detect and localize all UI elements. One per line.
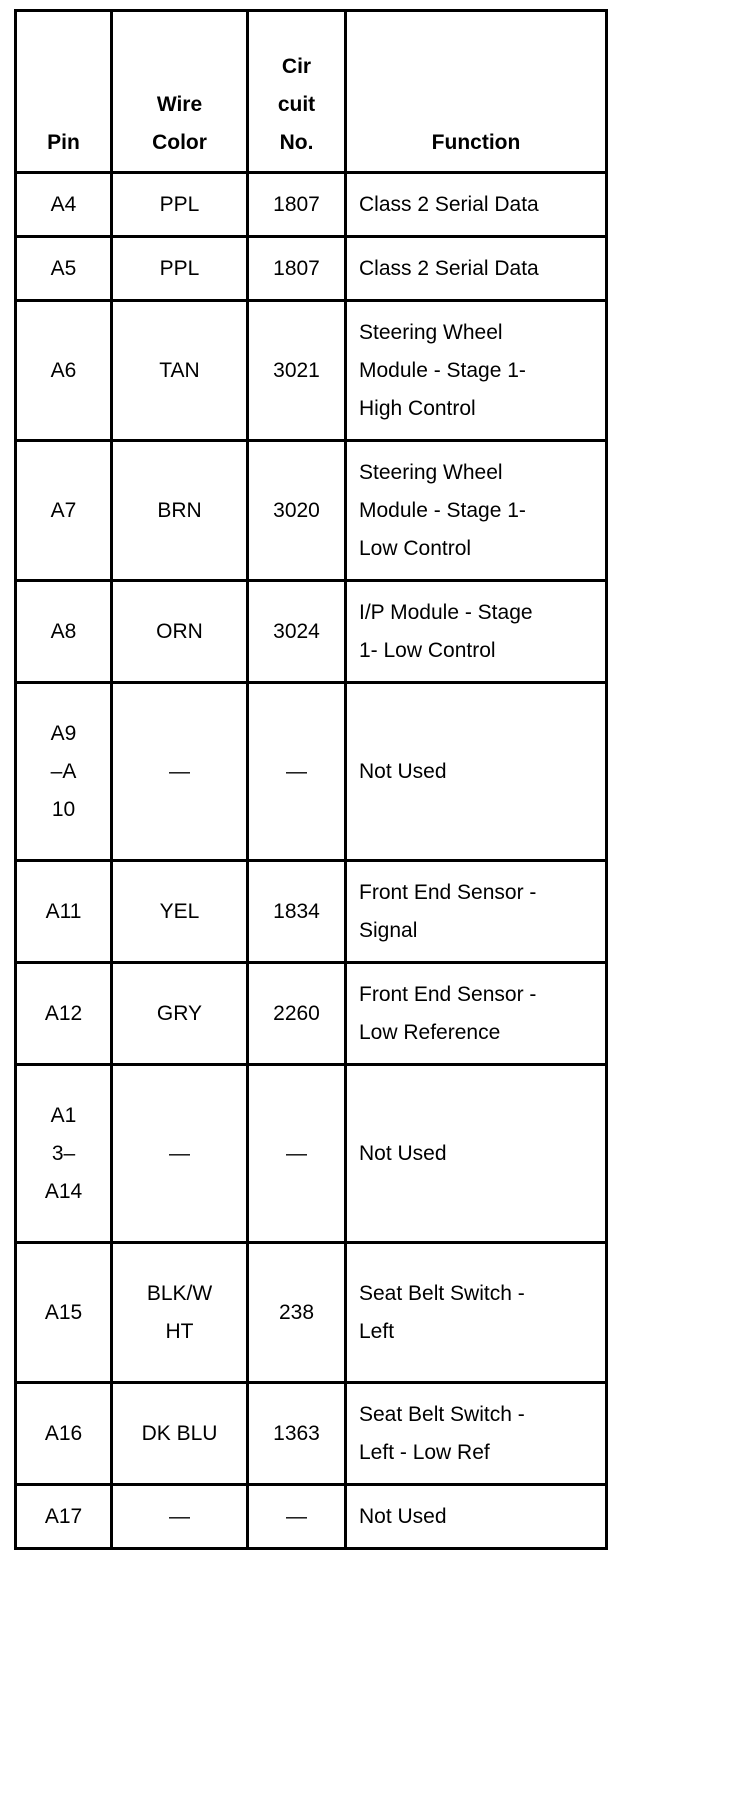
cell-circuit-no: — [248,1065,346,1243]
cell-circuit-no: 1834 [248,861,346,963]
table-row [16,1485,607,1549]
cell-pin: A9 –A 10 [16,683,112,861]
cell-wire-color: DK BLU [112,1383,248,1485]
header-pin: Pin [16,11,112,173]
cell-function: Class 2 Serial Data [346,173,607,237]
cell-wire-color: TAN [112,301,248,441]
cell-function: Class 2 Serial Data [346,237,607,301]
cell-function: Not Used [346,1485,607,1549]
cell-wire-color: — [112,1065,248,1243]
cell-circuit-no: 1807 [248,237,346,301]
table-row [16,963,607,1065]
cell-circuit-no: 1807 [248,173,346,237]
cell-wire-color: YEL [112,861,248,963]
cell-circuit-no: 2260 [248,963,346,1065]
table-row [16,301,607,441]
cell-circuit-no: — [248,1485,346,1549]
connector-pinout-table [14,9,608,1550]
cell-pin: A4 [16,173,112,237]
table-header-row [16,11,607,173]
cell-circuit-no: 3024 [248,581,346,683]
cell-circuit-no: 238 [248,1243,346,1383]
cell-wire-color: — [112,683,248,861]
cell-circuit-no: 1363 [248,1383,346,1485]
table-row [16,441,607,581]
table-row [16,173,607,237]
table-row [16,237,607,301]
cell-function: Seat Belt Switch - Left [346,1243,607,1383]
cell-function: Front End Sensor - Signal [346,861,607,963]
table-row [16,683,607,861]
cell-pin: A17 [16,1485,112,1549]
cell-wire-color: ORN [112,581,248,683]
cell-pin: A15 [16,1243,112,1383]
cell-function: Front End Sensor - Low Reference [346,963,607,1065]
header-wire-color: Wire Color [112,11,248,173]
cell-pin: A8 [16,581,112,683]
cell-function: Seat Belt Switch - Left - Low Ref [346,1383,607,1485]
cell-pin: A5 [16,237,112,301]
cell-circuit-no: 3021 [248,301,346,441]
table-row [16,581,607,683]
cell-pin: A12 [16,963,112,1065]
cell-pin: A1 3– A14 [16,1065,112,1243]
cell-circuit-no: 3020 [248,441,346,581]
cell-circuit-no: — [248,683,346,861]
table-row [16,1065,607,1243]
table-body [16,173,607,1549]
cell-wire-color: GRY [112,963,248,1065]
header-function: Function [346,11,607,173]
cell-wire-color: BRN [112,441,248,581]
header-circuit-no: Cir cuit No. [248,11,346,173]
cell-wire-color: PPL [112,237,248,301]
cell-function: Steering Wheel Module - Stage 1- Low Control [346,441,607,581]
cell-pin: A16 [16,1383,112,1485]
cell-function: I/P Module - Stage 1- Low Control [346,581,607,683]
cell-function: Not Used [346,1065,607,1243]
cell-wire-color: — [112,1485,248,1549]
cell-function: Steering Wheel Module - Stage 1- High Control [346,301,607,441]
cell-pin: A11 [16,861,112,963]
cell-pin: A7 [16,441,112,581]
table-row [16,1243,607,1383]
cell-function: Not Used [346,683,607,861]
cell-wire-color: BLK/W HT [112,1243,248,1383]
table-row [16,1383,607,1485]
table-row [16,861,607,963]
cell-wire-color: PPL [112,173,248,237]
cell-pin: A6 [16,301,112,441]
